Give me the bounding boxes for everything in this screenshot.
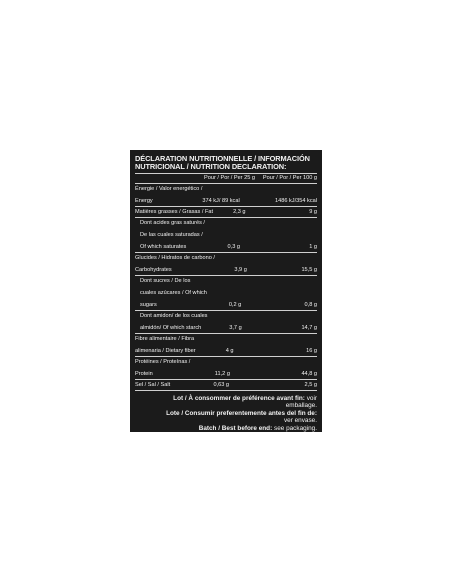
footer-fr-value: voir [304,395,317,402]
nutrient-name [135,209,213,216]
nutrient-name-line: Energy [135,197,153,204]
value-per-serving: 11,2 g [214,370,230,377]
footer-es-key: Lote / Consumir preferentemente antes del fin de: [166,409,317,417]
nutrient-name [135,255,215,274]
nutrient-name-line: Énergie / Valor energético / [135,185,203,192]
nutrient-name-line: sugars [140,301,157,308]
header-per-serving: Pour / Por / Per 25 g [204,175,255,181]
header-per-100g: Pour / Por / Per 100 g [262,175,317,181]
value-per-100g: 16 g [306,347,317,354]
nutrient-name-line: alimenaria / Dietary fiber [135,347,196,354]
nutrient-name-line: Dont amidon/ de los cuales [140,312,208,319]
footer-en-key: Batch / Best before end: [198,424,273,432]
value-per-serving: 0,63 g [213,381,229,388]
value-per-100g: 44,8 g [301,370,317,377]
value-per-serving: 374 kJ/ 89 kcal [202,197,240,204]
nutrient-table [135,184,317,391]
value-per-serving: 0,3 g [227,243,240,250]
title-line-1: DÉCLARATION NUTRITIONNELLE / INFORMACIÓN [135,154,310,163]
value-per-serving: 3,9 g [234,266,247,273]
nutrient-name [135,278,207,309]
nutrient-name [135,336,196,355]
nutrient-row [135,276,317,311]
title-line-2: NUTRICIONAL / NUTRITION DECLARATION: [135,162,287,171]
footer-es [135,410,317,417]
nutrient-name-line: Dont sucres / De los [140,277,191,284]
nutrient-name [135,186,202,205]
value-per-100g: 1 g [309,243,317,250]
value-per-serving: 2,3 g [233,208,246,215]
nutrient-name-line: Protéines / Proteínas / [135,358,191,365]
nutrient-name [135,382,189,389]
value-per-100g: 0,8 g [304,301,317,308]
nutrient-row [135,218,317,253]
footer-en [135,425,317,432]
footer-fr-value-2: emballage. [285,402,317,410]
value-per-100g: 9 g [309,208,317,215]
nutrient-row [135,207,317,218]
value-per-serving: 4 g [225,347,234,354]
footer-es-value: ver envase. [283,417,317,425]
value-per-serving: 3,7 g [229,324,242,331]
value-per-100g: 1486 kJ/354 kcal [275,197,317,204]
nutrient-row [135,334,317,357]
nutrient-row [135,380,317,391]
nutrient-name [135,313,207,332]
nutrient-name-line: Dont acides gras saturés / [140,219,205,226]
value-per-100g: 14,7 g [301,324,317,331]
nutrient-name-line: Carbohydrates [135,266,172,273]
nutrient-name-line: Glucides / Hidratos de carbono / [135,254,215,261]
nutrient-name [135,220,205,251]
column-header [135,174,317,184]
label-footer [135,391,317,432]
nutrient-name-line: Matières grasses / Grasas / Fat [135,208,214,215]
nutrient-name-line: Protein [135,370,153,377]
nutrient-name-line: Of which saturates [140,243,187,250]
footer-fr [135,395,317,402]
footer-en-value: see packaging. [272,424,317,432]
nutrient-name [135,359,190,378]
nutrient-row [135,253,317,276]
nutrient-name-line: Fibre alimentaire / Fibra [135,335,195,342]
value-per-100g: 15,5 g [301,266,317,273]
nutrient-name-line: almidón/ Of which starch [140,324,202,331]
nutrient-row [135,311,317,334]
value-per-serving: 0,2 g [228,301,242,308]
nutrient-name-line: cuales azúcares / Of which [140,289,207,296]
label-title [135,155,317,174]
value-per-100g: 2,5 g [304,381,317,388]
nutrient-name-line: De las cuales saturadas / [140,231,203,238]
footer-fr-key: Lot / À consommer de préférence avant fin: [173,395,305,402]
nutrient-row [135,357,317,380]
nutrient-name-line: Sel / Sal / Salt [135,381,171,388]
nutrient-row [135,184,317,207]
nutrition-label [130,150,322,432]
